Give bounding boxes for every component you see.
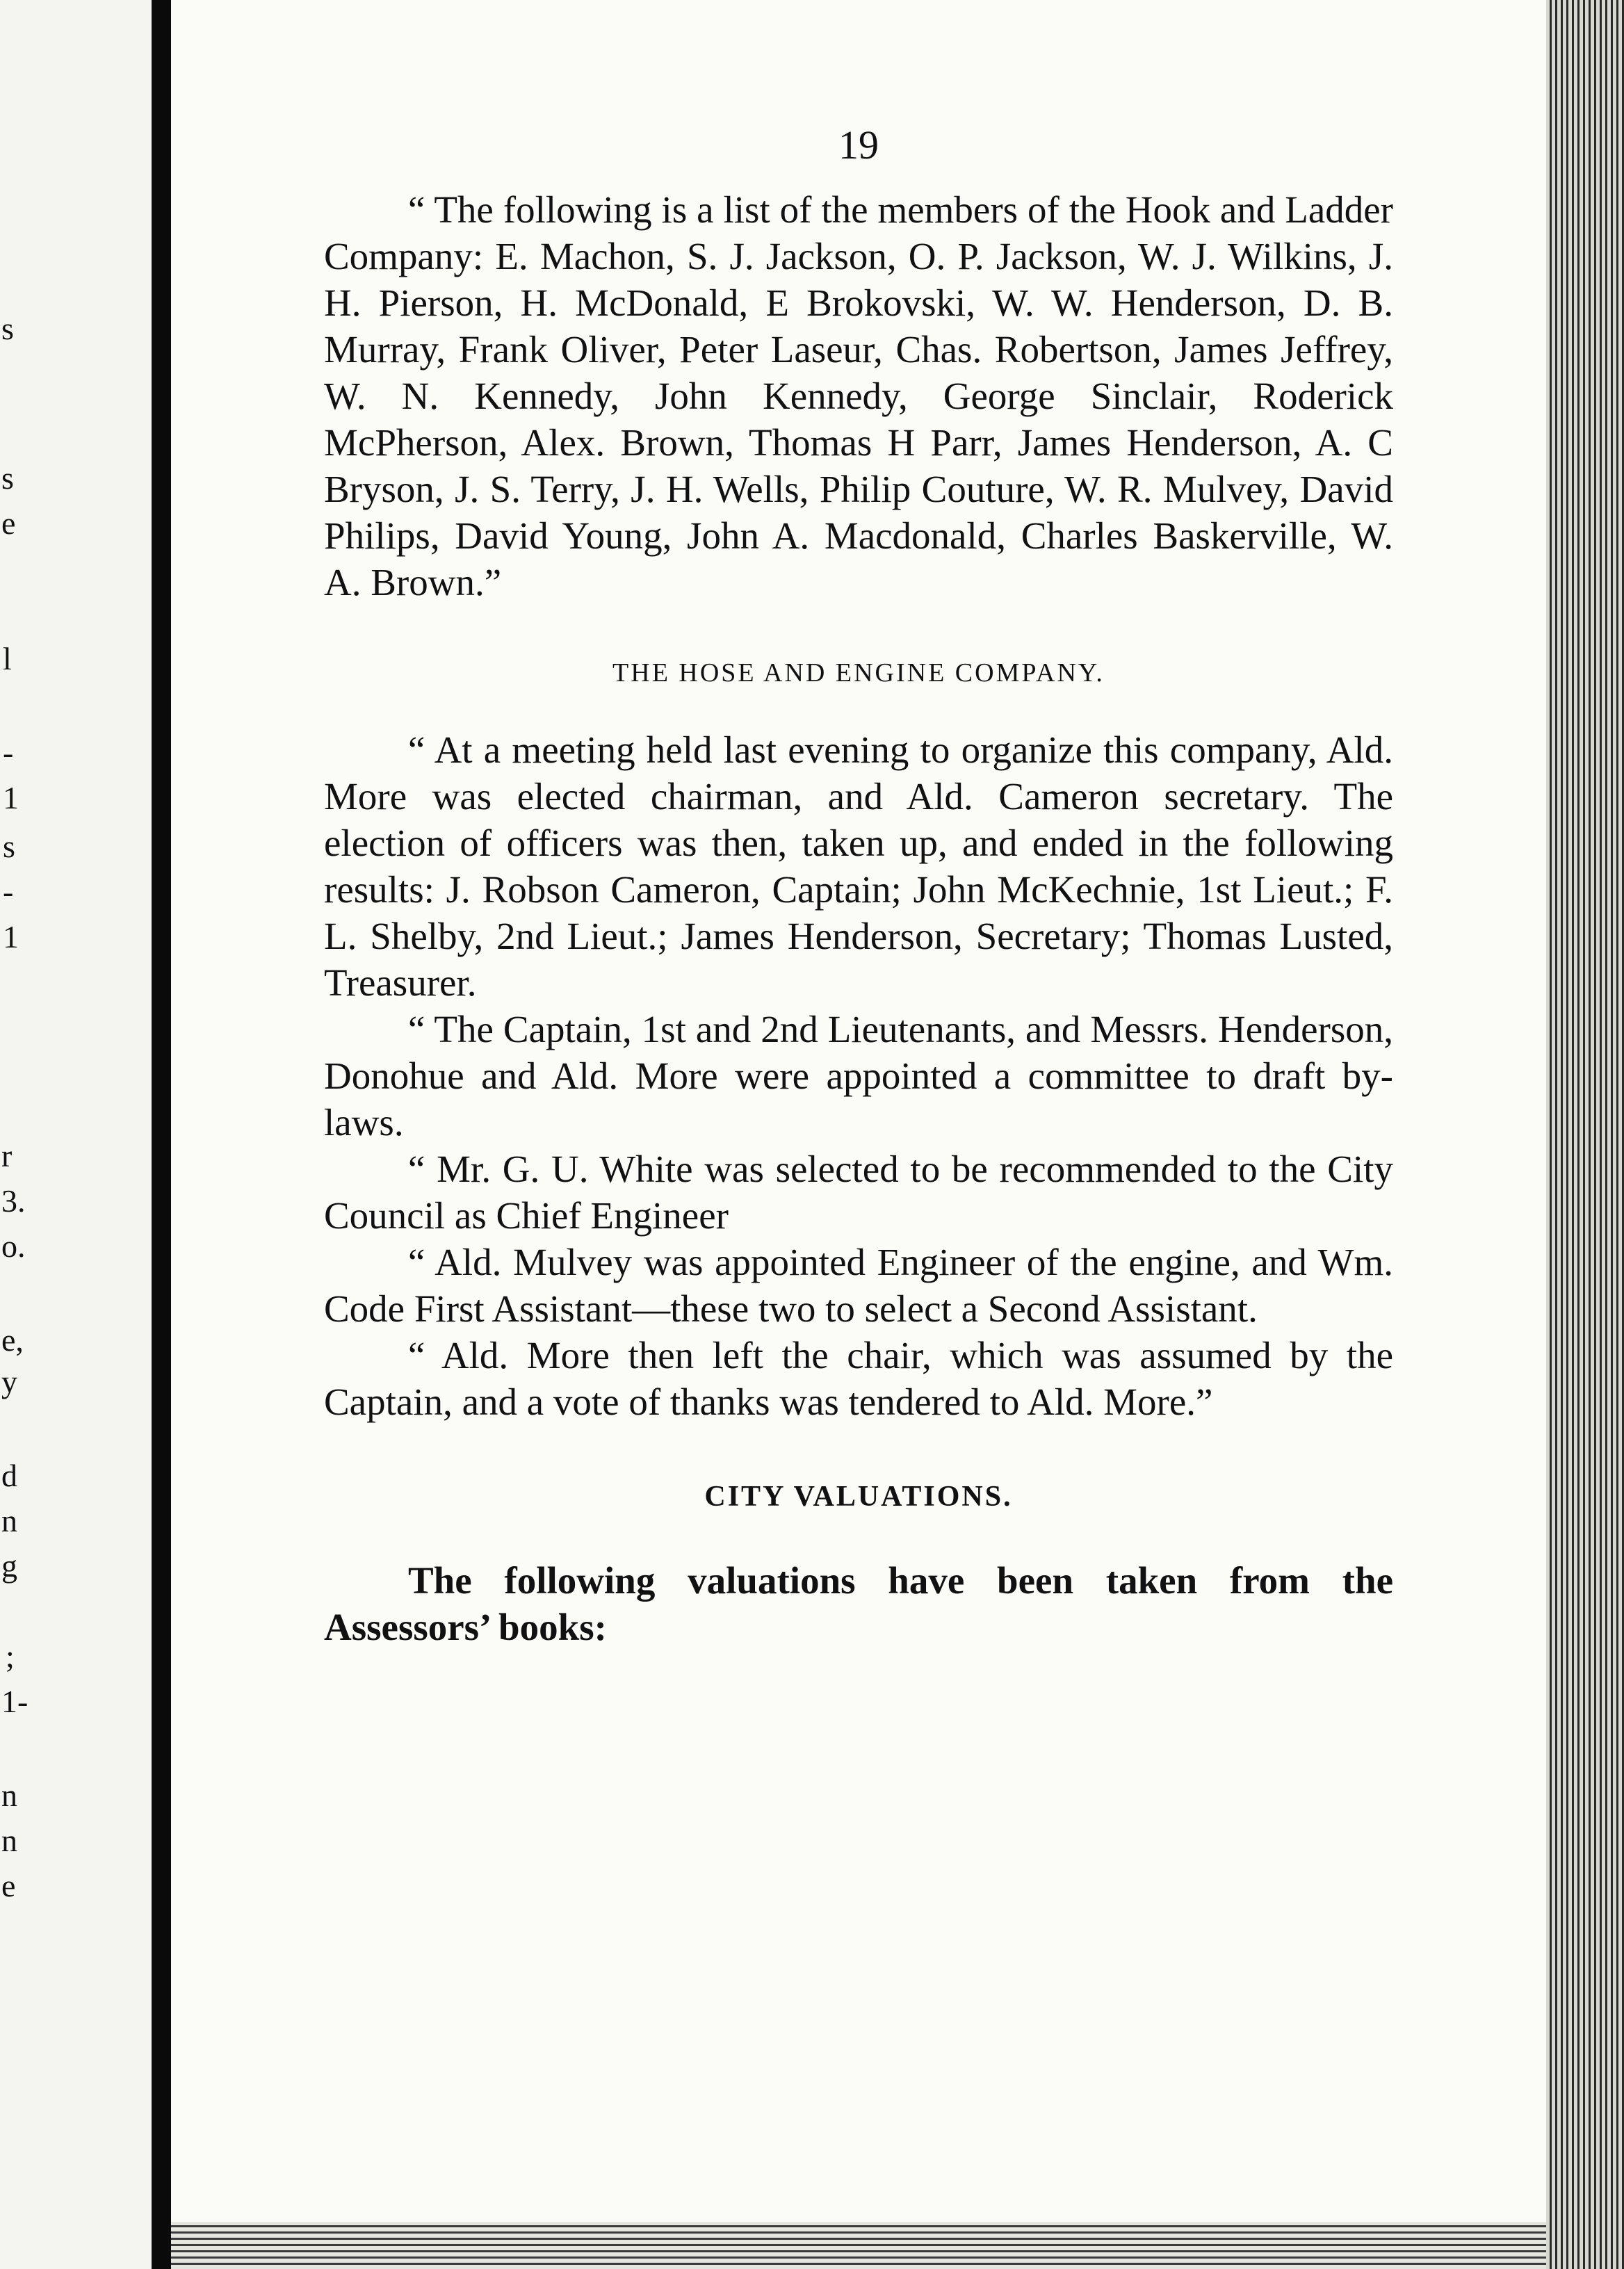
- facing-page-fragment: y: [1, 1364, 17, 1399]
- facing-page-fragment: o.: [1, 1228, 26, 1264]
- hose-engine-paragraph: “ The Captain, 1st and 2nd Lieutenants, and Messrs. Henderson, Donohue and Ald. More were appointed a committee to draft by-laws.: [324, 1008, 1393, 1144]
- book-gutter: [152, 0, 171, 2269]
- facing-page-fragment: 1-: [1, 1684, 29, 1719]
- facing-page-fragment: -: [3, 735, 14, 770]
- facing-page-fragment: e: [1, 505, 16, 541]
- hose-engine-heading: THE HOSE AND ENGINE COMPANY.: [612, 658, 1105, 688]
- hose-engine-paragraph: “ At a meeting held last evening to organize this company, Ald. More was elected chairman, and Ald. Cameron secretary. The election of officers was then, taken up, and ended in the following results: J. Robson Cameron, Captain; John McKechnie, 1st Lieut.; F. L. Shelby, 2nd Lieut.; James Henderson, Secretary; Thomas Lusted, Treasurer.: [324, 729, 1393, 1004]
- page-text: [324, 122, 1393, 1650]
- facing-page-fragment: 1: [3, 919, 19, 954]
- facing-page-fragment: s: [1, 460, 14, 496]
- page-edges: [1546, 0, 1624, 2269]
- facing-page-fragment: d: [1, 1458, 17, 1493]
- facing-page-fragment: 3.: [1, 1183, 26, 1219]
- hose-engine-paragraph: “ Ald. More then left the chair, which was assumed by the Captain, and a vote of thanks was tendered to Ald. More.”: [324, 1334, 1393, 1423]
- hook-ladder-members-paragraph: “ The following is a list of the members of the Hook and Ladder Company: E. Machon, S. J. Jackson, O. P. Jackson, W. J. Wilkins, J. H. Pierson, H. McDonald, E Brokovski, W. W. Henderson, D. B. Murray, Frank Oliver, Peter Laseur, Chas. Robertson, James Jeffrey, W. N. Kennedy, John Kennedy, George Sinclair, Roderick McPherson, Alex. Brown, Thomas H Parr, James Henderson, A. C Bryson, J. S. Terry, J. H. Wells, Philip Couture, W. R. Mulvey, David Philips, David Young, John A. Macdonald, Charles Baskerville, W. A. Brown.”: [324, 188, 1393, 603]
- facing-page-fragment: r: [1, 1138, 13, 1173]
- facing-page-fragment: e: [1, 1868, 16, 1903]
- facing-page-fragment: s: [3, 829, 15, 864]
- city-valuations-paragraph: The following valuations have been taken from the Assessors’ books:: [324, 1559, 1393, 1648]
- page-number: 19: [838, 122, 879, 168]
- facing-page-strip: [0, 0, 152, 2269]
- facing-page-fragment: -: [3, 874, 14, 909]
- facing-page-fragment: ;: [6, 1638, 15, 1674]
- facing-page-fragment: s: [1, 311, 14, 346]
- page-bottom-edge: [171, 2222, 1546, 2269]
- facing-page-fragment: n: [1, 1823, 17, 1858]
- facing-page-fragment: l: [3, 641, 12, 676]
- facing-page-fragment: 1: [3, 780, 19, 815]
- city-valuations-heading: CITY VALUATIONS.: [704, 1481, 1013, 1513]
- hose-engine-paragraph: “ Ald. Mulvey was appointed Engineer of the engine, and Wm. Code First Assistant—these two to select a Second Assistant.: [324, 1241, 1393, 1330]
- facing-page-fragment: e,: [1, 1322, 24, 1358]
- facing-page-fragment: g: [1, 1548, 17, 1584]
- facing-page-fragment: n: [1, 1778, 17, 1813]
- hose-engine-paragraph: “ Mr. G. U. White was selected to be recommended to the City Council as Chief Engineer: [324, 1148, 1393, 1237]
- facing-page-fragment: n: [1, 1503, 17, 1538]
